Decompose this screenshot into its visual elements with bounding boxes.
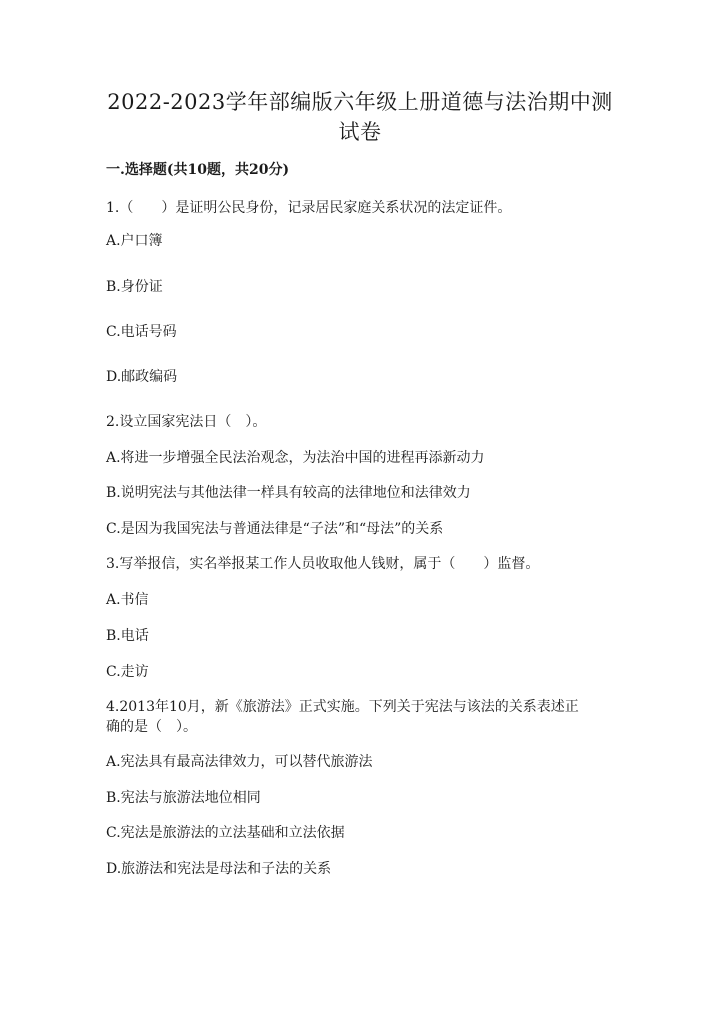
question-1-option-a: A.户口簿 <box>106 233 163 249</box>
question-1-option-b: B.身份证 <box>106 279 163 295</box>
question-4-option-b: B.宪法与旅游法地位相同 <box>106 790 261 806</box>
question-3-option-a: A.书信 <box>106 592 149 608</box>
question-4-option-d: D.旅游法和宪法是母法和子法的关系 <box>106 861 332 877</box>
question-3-stem: 3.写举报信，实名举报某工作人员收取他人钱财，属于（ ）监督。 <box>106 556 540 572</box>
question-4-stem-line-2: 确的是（ ）。 <box>106 719 197 735</box>
question-3-option-b: B.电话 <box>106 628 149 644</box>
page-title-line-1: 2022-2023学年部编版六年级上册道德与法治期中测 <box>107 90 613 114</box>
question-4-option-a: A.宪法具有最高法律效力，可以替代旅游法 <box>106 754 373 770</box>
question-2-option-a: A.将进一步增强全民法治观念，为法治中国的进程再添新动力 <box>106 450 485 466</box>
page-title-line-2: 试卷 <box>338 120 382 144</box>
question-1-stem: 1.（ ）是证明公民身份，记录居民家庭关系状况的法定证件。 <box>106 200 512 216</box>
question-4-stem-line-1: 4.2013年10月，新《旅游法》正式实施。下列关于宪法与该法的关系表述正 <box>106 699 579 715</box>
section-heading: 一.选择题(共10题，共20分) <box>106 162 290 178</box>
question-2-stem: 2.设立国家宪法日（ ）。 <box>106 414 267 430</box>
question-1-option-d: D.邮政编码 <box>106 369 178 385</box>
question-1-option-c: C.电话号码 <box>106 324 177 340</box>
question-3-option-c: C.走访 <box>106 664 149 680</box>
question-4-option-c: C.宪法是旅游法的立法基础和立法依据 <box>106 825 345 841</box>
question-2-option-c: C.是因为我国宪法与普通法律是“子法”和“母法”的关系 <box>106 521 444 537</box>
question-2-option-b: B.说明宪法与其他法律一样具有较高的法律地位和法律效力 <box>106 485 471 501</box>
